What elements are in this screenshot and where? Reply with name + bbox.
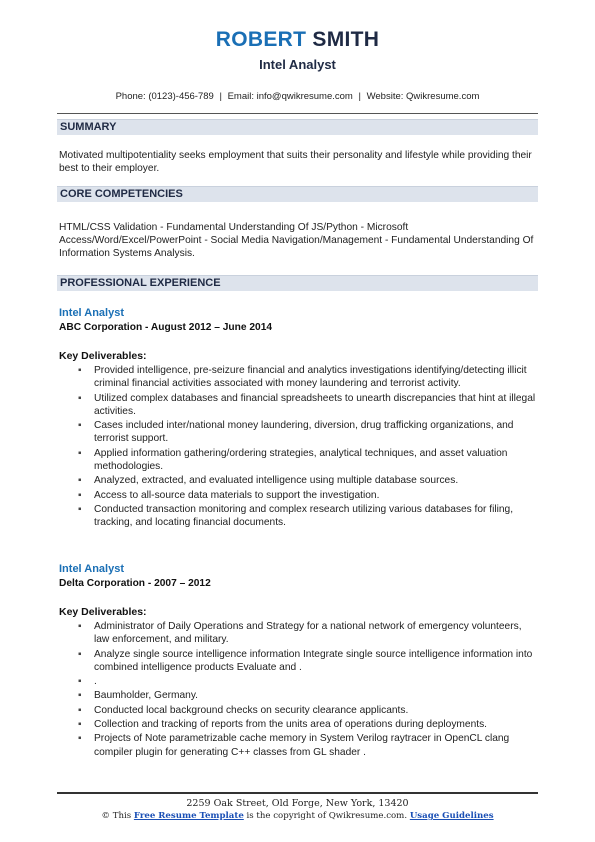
resume-header bbox=[0, 0, 595, 103]
list-item: ▪ Provided intelligence, pre-seizure financial and analytics investigations identifying/detecting illicit criminal financial activities associated with money laundering and terrorist activity. bbox=[78, 365, 527, 390]
first-name: ROBERT bbox=[215, 28, 307, 51]
job-1-deliverables-label: Key Deliverables: bbox=[59, 350, 147, 362]
bullet-icon: ▪ bbox=[78, 420, 82, 432]
job-2-deliverables-label: Key Deliverables: bbox=[59, 606, 147, 618]
bullet-icon: ▪ bbox=[78, 676, 82, 688]
bullet-icon: ▪ bbox=[78, 733, 82, 745]
contact-line bbox=[0, 91, 595, 103]
list-item: ▪ Conducted transaction monitoring and complex research utilizing various databases for filing, tracking, and locating financial documents. bbox=[78, 503, 514, 529]
bullet-icon: ▪ bbox=[78, 719, 82, 731]
list-item: ▪ Projects of Note parametrizable cache memory in System Verilog raytracer in OpenCL clang compiler plugin for generating C++ classes from GL shader . bbox=[78, 733, 510, 758]
list-item: ▪ Analyze single source intelligence information Integrate single source intelligence information into combined intelligence products Evaluate and . bbox=[78, 648, 533, 673]
contact-separator: | bbox=[358, 91, 361, 102]
job-1-title: Intel Analyst bbox=[59, 307, 124, 319]
bullet-icon: ▪ bbox=[78, 704, 82, 716]
list-item: ▪ Collection and tracking of reports from the units area of operations during deployments. bbox=[78, 719, 487, 731]
footer-copyright bbox=[0, 811, 595, 821]
bullet-icon: ▪ bbox=[78, 489, 82, 501]
bullet-icon: ▪ bbox=[78, 475, 82, 487]
competencies-text: HTML/CSS Validation - Fundamental Understanding Of JS/Python - Microsoft Access/Word/Excel/PowerPoint - Social Media Navigation/Management - Fundamental Understanding Of Information Systems Analysis. bbox=[59, 222, 534, 259]
bullet-icon: ▪ bbox=[78, 503, 82, 515]
copyright-prefix: © This bbox=[101, 811, 132, 821]
list-item: ▪ Access to all-source data materials to support the investigation. bbox=[78, 489, 380, 501]
header-divider bbox=[57, 113, 538, 114]
bullet-icon: ▪ bbox=[78, 365, 82, 376]
list-item: ▪ Conducted local background checks on security clearance applicants. bbox=[78, 704, 409, 716]
contact-phone: Phone: (0123)-456-789 bbox=[115, 91, 214, 102]
list-item: ▪ Cases included inter/national money laundering, diversion, drug trafficking organizations, and terrorist support. bbox=[78, 420, 514, 445]
usage-guidelines-link[interactable]: Usage Guidelines bbox=[409, 811, 494, 821]
copyright-middle: is the copyright of Qwikresume.com. bbox=[246, 811, 408, 821]
bullet-icon: ▪ bbox=[78, 447, 82, 459]
job-2-bullet-list bbox=[78, 620, 536, 760]
candidate-name bbox=[0, 27, 595, 53]
bullet-icon: ▪ bbox=[78, 392, 82, 404]
list-item: ▪ Analyzed, extracted, and evaluated intelligence using multiple database sources. bbox=[78, 475, 459, 487]
job-2-title: Intel Analyst bbox=[59, 563, 124, 575]
list-item: ▪ . bbox=[78, 676, 97, 688]
last-name: SMITH bbox=[312, 28, 380, 51]
bullet-icon: ▪ bbox=[78, 648, 82, 660]
free-resume-template-link[interactable]: Free Resume Template bbox=[133, 811, 244, 821]
list-item: ▪ Baumholder, Germany. bbox=[78, 690, 198, 702]
section-competencies-heading: CORE COMPETENCIES bbox=[57, 186, 538, 202]
job-1-company: ABC Corporation - August 2012 – June 2014 bbox=[59, 322, 273, 333]
summary-text: Motivated multipotentiality seeks employment that suits their personality and lifestyle while providing their best to their employer. bbox=[59, 150, 532, 174]
list-item: ▪ Applied information gathering/ordering strategies, analytical techniques, and asset valuation methodologies. bbox=[78, 447, 508, 473]
contact-website[interactable]: Website: Qwikresume.com bbox=[366, 91, 480, 102]
bullet-icon: ▪ bbox=[78, 690, 82, 702]
job-2-company: Delta Corporation - 2007 – 2012 bbox=[59, 578, 211, 589]
job-1-bullet-list bbox=[78, 364, 536, 531]
section-summary-heading: SUMMARY bbox=[57, 119, 538, 135]
footer-address: 2259 Oak Street, Old Forge, New York, 13420 bbox=[186, 798, 409, 809]
footer bbox=[0, 798, 595, 821]
contact-separator: | bbox=[219, 91, 222, 102]
contact-email[interactable]: Email: info@qwikresume.com bbox=[227, 91, 353, 102]
footer-divider bbox=[57, 792, 538, 794]
list-item: ▪ Utilized complex databases and financial spreadsheets to unearth discrepancies that hint at illegal activities. bbox=[78, 392, 536, 417]
list-item: ▪ Administrator of Daily Operations and Strategy for a national network of emergency volunteers, law enforcement, and military. bbox=[78, 621, 522, 646]
candidate-title: Intel Analyst bbox=[259, 57, 336, 72]
section-experience-heading: PROFESSIONAL EXPERIENCE bbox=[57, 275, 538, 291]
bullet-icon: ▪ bbox=[78, 621, 82, 632]
